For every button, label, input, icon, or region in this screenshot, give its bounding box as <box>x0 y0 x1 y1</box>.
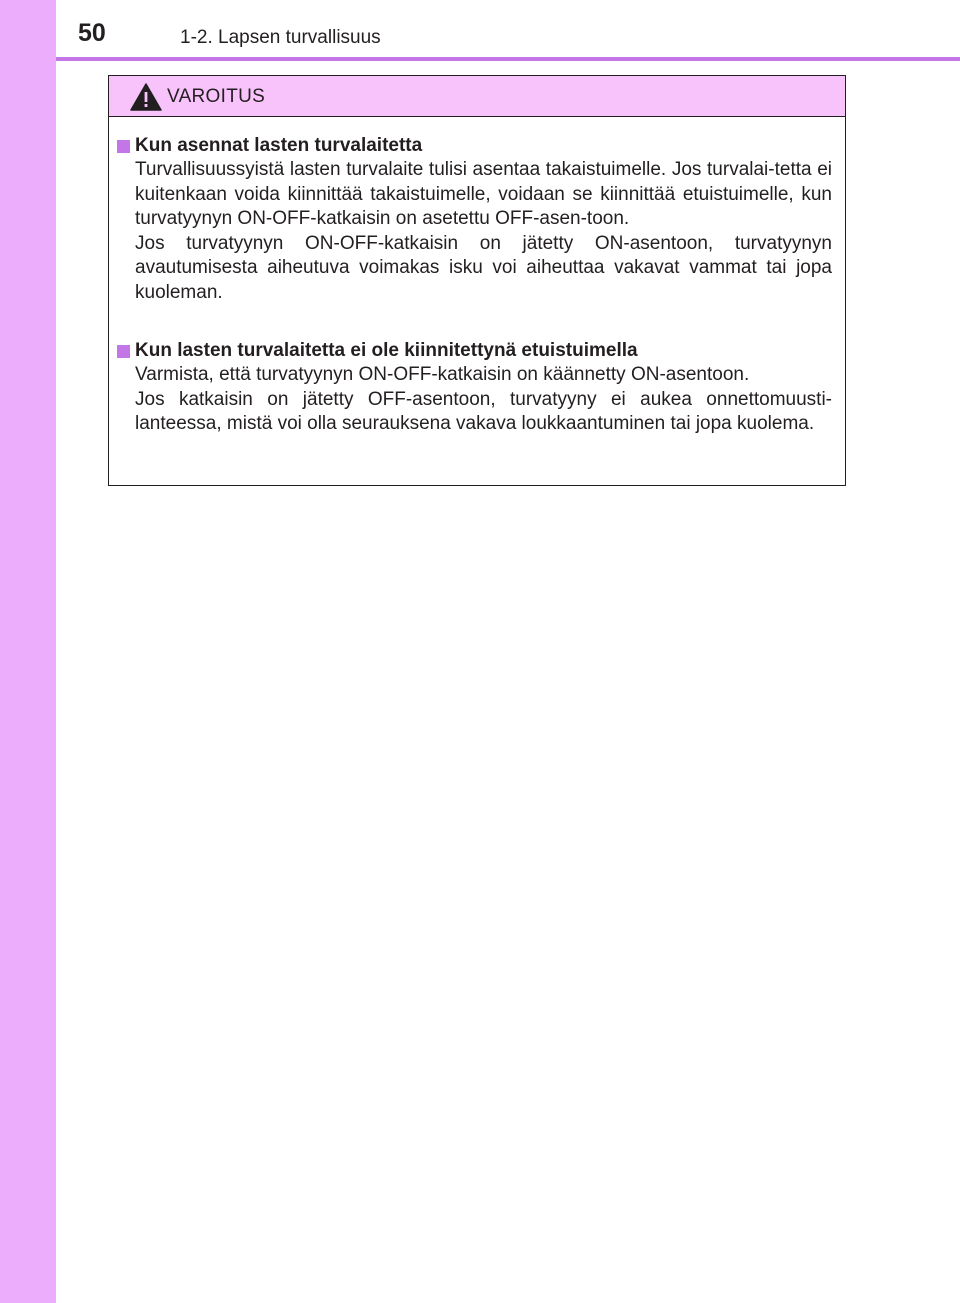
paragraph: Jos turvatyynyn ON-OFF-katkaisin on jätetty ON-asentoon, turvatyynyn avautumisesta aiheutuva voimakas isku voi aiheuttaa vakavat vammat tai jopa kuoleman. <box>135 232 832 303</box>
section-heading <box>117 134 832 158</box>
warning-section-front-seat <box>117 339 832 437</box>
warning-title: VAROITUS <box>167 86 266 107</box>
paragraph: Varmista, että turvatyynyn ON-OFF-katkaisin on käännetty ON-asentoon. <box>135 364 750 385</box>
section-heading <box>117 339 832 363</box>
warning-triangle-icon <box>130 83 162 111</box>
paragraph: Jos katkaisin on jätetty OFF-asentoon, turvatyyny ei aukea onnettomuusti-lanteessa, mistä voi olla seurauksena vakava loukkaantuminen tai jopa kuolema. <box>135 388 832 434</box>
square-bullet-icon <box>117 345 130 358</box>
warning-header <box>109 76 845 117</box>
warning-section-install <box>117 134 832 305</box>
paragraph: Turvallisuussyistä lasten turvalaite tulisi asentaa takaistuimelle. Jos turvalai-tetta ei kuitenkaan voida kiinnittää takaistuimelle, voidaan se kiinnittää etuistuimelle, kun turvatyynyn ON-OFF-katkaisin on asetettu OFF-asen-toon. <box>135 159 832 229</box>
page-header <box>0 0 960 57</box>
page-number: 50 <box>78 19 106 47</box>
left-color-bar <box>0 0 56 1303</box>
section-title: 1-2. Lapsen turvallisuus <box>180 27 381 48</box>
warning-box <box>108 75 846 486</box>
section-heading-text: Kun asennat lasten turvalaitetta <box>135 135 423 156</box>
square-bullet-icon <box>117 140 130 153</box>
header-divider <box>56 57 960 61</box>
section-heading-text: Kun lasten turvalaitetta ei ole kiinnitettynä etuistuimella <box>135 340 638 361</box>
